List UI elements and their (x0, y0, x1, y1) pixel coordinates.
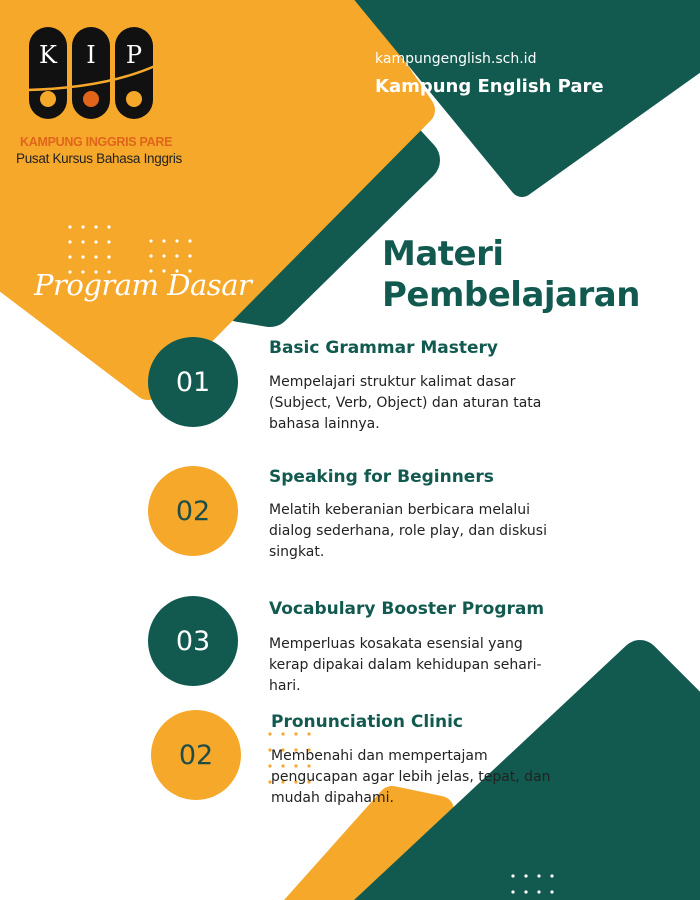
website-link[interactable]: kampungenglish.sch.id (375, 51, 537, 67)
logo-subtitle: Pusat Kursus Bahasa Inggris (16, 151, 182, 166)
decorative-dot (268, 732, 271, 735)
decorative-dot (68, 240, 71, 243)
item-description: Melatih keberanian berbicara melalui dialog sederhana, role play, dan diskusi singkat. (269, 502, 547, 560)
decorative-dot (94, 255, 97, 258)
logo-letter: I (86, 41, 96, 69)
decorative-dot (188, 239, 191, 242)
decorative-dot (175, 239, 178, 242)
item-number-badge: 03 (148, 596, 238, 686)
item-title: Basic Grammar Mastery (269, 338, 499, 358)
logo-letter: P (125, 41, 143, 69)
program-label: Program Dasar (34, 268, 252, 302)
item-title: Pronunciation Clinic (271, 712, 463, 732)
decorative-dot (550, 890, 553, 893)
decorative-dot (68, 255, 71, 258)
logo-name: KAMPUNG INGGRIS PARE (20, 135, 173, 149)
decorative-dot (550, 874, 553, 877)
decorative-dot (149, 254, 152, 257)
decorative-dot (107, 225, 110, 228)
item-number-badge: 02 (151, 710, 241, 800)
decorative-dot (162, 239, 165, 242)
decorative-dot (107, 240, 110, 243)
item-title: Speaking for Beginners (269, 467, 494, 487)
title-line: Pembelajaran (382, 275, 640, 315)
decorative-dot (94, 225, 97, 228)
decorative-dot (524, 874, 527, 877)
title-line: Materi (382, 234, 504, 274)
decorative-dot (175, 254, 178, 257)
decorative-dot (94, 240, 97, 243)
decorative-dot (511, 874, 514, 877)
item-number-badge: 02 (148, 466, 238, 556)
decorative-dot (68, 225, 71, 228)
logo-letter: K (39, 41, 57, 69)
item-description: Memperluas kosakata esensial yang kerap dipakai dalam kehidupan sehari-hari. (269, 636, 542, 694)
logo-swoosh (25, 60, 160, 95)
item-title: Vocabulary Booster Program (269, 599, 545, 619)
decorative-dot (188, 254, 191, 257)
decorative-dot (511, 890, 514, 893)
decorative-dot (81, 225, 84, 228)
item-description: Membenahi dan mempertajam pengucapan agar lebih jelas, tepat, dan mudah dipahami. (271, 748, 551, 806)
decorative-dot (294, 732, 297, 735)
page-title (382, 234, 640, 316)
decorative-dot (107, 255, 110, 258)
decorative-dot (524, 890, 527, 893)
item-number-badge: 01 (148, 337, 238, 427)
item-description: Mempelajari struktur kalimat dasar (Subject, Verb, Object) dan aturan tata bahasa lainnya. (269, 374, 542, 432)
decorative-dot (281, 732, 284, 735)
decorative-dot (149, 239, 152, 242)
decorative-dot (307, 732, 310, 735)
decorative-dot (162, 254, 165, 257)
decorative-dot (81, 240, 84, 243)
decorative-dot (81, 255, 84, 258)
brand-name: Kampung English Pare (375, 76, 604, 97)
decorative-dot (537, 874, 540, 877)
decorative-dot (537, 890, 540, 893)
